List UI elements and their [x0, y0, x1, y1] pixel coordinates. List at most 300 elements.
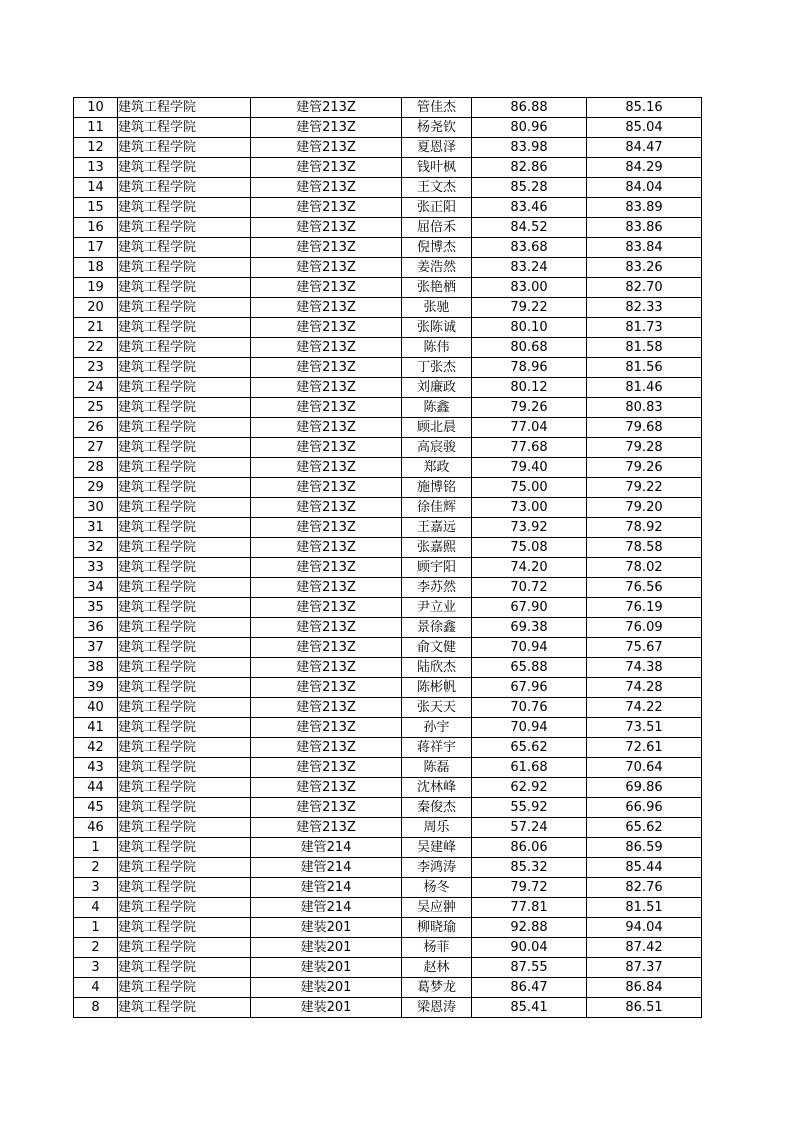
row-number: 16	[74, 218, 118, 238]
score-1-cell: 70.94	[472, 718, 587, 738]
student-name-cell: 王嘉远	[402, 518, 472, 538]
row-number: 25	[74, 398, 118, 418]
score-2-cell: 79.68	[587, 418, 702, 438]
class-cell: 建管213Z	[251, 778, 402, 798]
table-row	[74, 558, 702, 578]
table-row	[74, 878, 702, 898]
row-number: 39	[74, 678, 118, 698]
row-number: 46	[74, 818, 118, 838]
row-number: 31	[74, 518, 118, 538]
school-cell: 建筑工程学院	[118, 278, 251, 298]
student-name-cell: 杨冬	[402, 878, 472, 898]
student-name-cell: 刘廉政	[402, 378, 472, 398]
table-row	[74, 898, 702, 918]
student-name-cell: 丁张杰	[402, 358, 472, 378]
score-1-cell: 80.12	[472, 378, 587, 398]
class-cell: 建管213Z	[251, 698, 402, 718]
score-1-cell: 86.06	[472, 838, 587, 858]
score-1-cell: 85.32	[472, 858, 587, 878]
class-cell: 建管213Z	[251, 478, 402, 498]
score-2-cell: 79.22	[587, 478, 702, 498]
school-cell: 建筑工程学院	[118, 258, 251, 278]
score-1-cell: 69.38	[472, 618, 587, 638]
student-name-cell: 李鸿涛	[402, 858, 472, 878]
row-number: 19	[74, 278, 118, 298]
row-number: 1	[74, 838, 118, 858]
score-2-cell: 81.58	[587, 338, 702, 358]
score-2-cell: 83.86	[587, 218, 702, 238]
class-cell: 建管213Z	[251, 578, 402, 598]
table-row	[74, 438, 702, 458]
school-cell: 建筑工程学院	[118, 118, 251, 138]
score-2-cell: 84.29	[587, 158, 702, 178]
student-name-cell: 陈伟	[402, 338, 472, 358]
row-number: 40	[74, 698, 118, 718]
score-1-cell: 73.92	[472, 518, 587, 538]
table-row	[74, 658, 702, 678]
table-row	[74, 98, 702, 118]
class-cell: 建管213Z	[251, 438, 402, 458]
score-2-cell: 83.89	[587, 198, 702, 218]
score-2-cell: 80.83	[587, 398, 702, 418]
class-cell: 建管213Z	[251, 98, 402, 118]
student-name-cell: 陈彬帆	[402, 678, 472, 698]
table-row	[74, 518, 702, 538]
score-2-cell: 94.04	[587, 918, 702, 938]
class-cell: 建管213Z	[251, 138, 402, 158]
row-number: 23	[74, 358, 118, 378]
row-number: 38	[74, 658, 118, 678]
class-cell: 建管213Z	[251, 158, 402, 178]
score-2-cell: 82.70	[587, 278, 702, 298]
table-row	[74, 498, 702, 518]
school-cell: 建筑工程学院	[118, 178, 251, 198]
row-number: 3	[74, 878, 118, 898]
student-name-cell: 蒋祥宇	[402, 738, 472, 758]
school-cell: 建筑工程学院	[118, 738, 251, 758]
score-2-cell: 84.47	[587, 138, 702, 158]
row-number: 41	[74, 718, 118, 738]
row-number: 43	[74, 758, 118, 778]
student-name-cell: 徐佳辉	[402, 498, 472, 518]
score-1-cell: 65.62	[472, 738, 587, 758]
score-2-cell: 76.56	[587, 578, 702, 598]
table-row	[74, 138, 702, 158]
student-name-cell: 张正阳	[402, 198, 472, 218]
student-name-cell: 钱叶枫	[402, 158, 472, 178]
row-number: 33	[74, 558, 118, 578]
student-name-cell: 夏恩泽	[402, 138, 472, 158]
table-row	[74, 818, 702, 838]
school-cell: 建筑工程学院	[118, 338, 251, 358]
score-1-cell: 80.68	[472, 338, 587, 358]
class-cell: 建管213Z	[251, 738, 402, 758]
score-2-cell: 72.61	[587, 738, 702, 758]
school-cell: 建筑工程学院	[118, 838, 251, 858]
score-1-cell: 92.88	[472, 918, 587, 938]
school-cell: 建筑工程学院	[118, 318, 251, 338]
score-2-cell: 85.16	[587, 98, 702, 118]
table-row	[74, 598, 702, 618]
table-row	[74, 478, 702, 498]
class-cell: 建管213Z	[251, 618, 402, 638]
score-1-cell: 86.88	[472, 98, 587, 118]
score-1-cell: 77.68	[472, 438, 587, 458]
student-name-cell: 李苏然	[402, 578, 472, 598]
table-row	[74, 858, 702, 878]
student-name-cell: 吴建峰	[402, 838, 472, 858]
score-2-cell: 79.28	[587, 438, 702, 458]
score-1-cell: 62.92	[472, 778, 587, 798]
score-1-cell: 74.20	[472, 558, 587, 578]
row-number: 45	[74, 798, 118, 818]
student-name-cell: 郑政	[402, 458, 472, 478]
table-row	[74, 938, 702, 958]
class-cell: 建管214	[251, 838, 402, 858]
school-cell: 建筑工程学院	[118, 758, 251, 778]
score-2-cell: 83.84	[587, 238, 702, 258]
score-1-cell: 55.92	[472, 798, 587, 818]
student-name-cell: 张驰	[402, 298, 472, 318]
score-1-cell: 85.28	[472, 178, 587, 198]
score-2-cell: 81.51	[587, 898, 702, 918]
score-1-cell: 82.86	[472, 158, 587, 178]
score-2-cell: 86.51	[587, 998, 702, 1018]
row-number: 26	[74, 418, 118, 438]
score-1-cell: 83.46	[472, 198, 587, 218]
student-name-cell: 陆欣杰	[402, 658, 472, 678]
table-row	[74, 578, 702, 598]
school-cell: 建筑工程学院	[118, 938, 251, 958]
score-2-cell: 69.86	[587, 778, 702, 798]
row-number: 14	[74, 178, 118, 198]
student-name-cell: 张艳栖	[402, 278, 472, 298]
row-number: 1	[74, 918, 118, 938]
score-2-cell: 78.02	[587, 558, 702, 578]
row-number: 8	[74, 998, 118, 1018]
student-name-cell: 屈倍禾	[402, 218, 472, 238]
score-2-cell: 87.42	[587, 938, 702, 958]
row-number: 12	[74, 138, 118, 158]
school-cell: 建筑工程学院	[118, 698, 251, 718]
row-number: 21	[74, 318, 118, 338]
school-cell: 建筑工程学院	[118, 918, 251, 938]
school-cell: 建筑工程学院	[118, 538, 251, 558]
score-2-cell: 82.33	[587, 298, 702, 318]
class-cell: 建管213Z	[251, 198, 402, 218]
school-cell: 建筑工程学院	[118, 878, 251, 898]
table-row	[74, 698, 702, 718]
class-cell: 建装201	[251, 938, 402, 958]
class-cell: 建管213Z	[251, 358, 402, 378]
score-1-cell: 77.04	[472, 418, 587, 438]
table-row	[74, 798, 702, 818]
class-cell: 建管213Z	[251, 258, 402, 278]
score-2-cell: 66.96	[587, 798, 702, 818]
class-cell: 建管213Z	[251, 458, 402, 478]
table-row	[74, 998, 702, 1018]
school-cell: 建筑工程学院	[118, 958, 251, 978]
class-cell: 建管213Z	[251, 518, 402, 538]
row-number: 35	[74, 598, 118, 618]
table-row	[74, 218, 702, 238]
table-row	[74, 638, 702, 658]
student-name-cell: 张嘉熙	[402, 538, 472, 558]
class-cell: 建装201	[251, 978, 402, 998]
row-number: 28	[74, 458, 118, 478]
score-1-cell: 85.41	[472, 998, 587, 1018]
class-cell: 建管213Z	[251, 178, 402, 198]
score-1-cell: 80.10	[472, 318, 587, 338]
score-1-cell: 86.47	[472, 978, 587, 998]
table-row	[74, 838, 702, 858]
score-1-cell: 78.96	[472, 358, 587, 378]
table-row	[74, 958, 702, 978]
school-cell: 建筑工程学院	[118, 558, 251, 578]
school-cell: 建筑工程学院	[118, 298, 251, 318]
score-2-cell: 65.62	[587, 818, 702, 838]
table-row	[74, 398, 702, 418]
score-1-cell: 75.00	[472, 478, 587, 498]
row-number: 3	[74, 958, 118, 978]
student-name-cell: 尹立业	[402, 598, 472, 618]
score-table	[73, 97, 702, 1018]
class-cell: 建装201	[251, 918, 402, 938]
table-row	[74, 738, 702, 758]
score-2-cell: 85.44	[587, 858, 702, 878]
student-name-cell: 孙宇	[402, 718, 472, 738]
school-cell: 建筑工程学院	[118, 238, 251, 258]
row-number: 15	[74, 198, 118, 218]
class-cell: 建管213Z	[251, 398, 402, 418]
score-2-cell: 81.73	[587, 318, 702, 338]
score-2-cell: 74.28	[587, 678, 702, 698]
score-2-cell: 86.84	[587, 978, 702, 998]
student-name-cell: 杨尧钦	[402, 118, 472, 138]
table-row	[74, 458, 702, 478]
class-cell: 建管213Z	[251, 678, 402, 698]
school-cell: 建筑工程学院	[118, 458, 251, 478]
score-1-cell: 73.00	[472, 498, 587, 518]
score-1-cell: 83.00	[472, 278, 587, 298]
table-row	[74, 298, 702, 318]
table-row	[74, 318, 702, 338]
school-cell: 建筑工程学院	[118, 998, 251, 1018]
student-name-cell: 张天天	[402, 698, 472, 718]
student-name-cell: 高宸骏	[402, 438, 472, 458]
row-number: 11	[74, 118, 118, 138]
student-name-cell: 杨菲	[402, 938, 472, 958]
score-1-cell: 90.04	[472, 938, 587, 958]
class-cell: 建管213Z	[251, 338, 402, 358]
school-cell: 建筑工程学院	[118, 418, 251, 438]
row-number: 32	[74, 538, 118, 558]
score-1-cell: 80.96	[472, 118, 587, 138]
row-number: 29	[74, 478, 118, 498]
row-number: 2	[74, 938, 118, 958]
row-number: 27	[74, 438, 118, 458]
student-name-cell: 俞文健	[402, 638, 472, 658]
row-number: 20	[74, 298, 118, 318]
score-2-cell: 87.37	[587, 958, 702, 978]
table-row	[74, 358, 702, 378]
row-number: 36	[74, 618, 118, 638]
student-name-cell: 顾北晨	[402, 418, 472, 438]
row-number: 4	[74, 898, 118, 918]
school-cell: 建筑工程学院	[118, 978, 251, 998]
class-cell: 建管213Z	[251, 278, 402, 298]
table-row	[74, 158, 702, 178]
class-cell: 建管213Z	[251, 658, 402, 678]
school-cell: 建筑工程学院	[118, 678, 251, 698]
score-1-cell: 79.72	[472, 878, 587, 898]
school-cell: 建筑工程学院	[118, 398, 251, 418]
score-2-cell: 78.92	[587, 518, 702, 538]
class-cell: 建管214	[251, 878, 402, 898]
class-cell: 建管213Z	[251, 378, 402, 398]
score-2-cell: 86.59	[587, 838, 702, 858]
class-cell: 建管213Z	[251, 218, 402, 238]
score-1-cell: 83.98	[472, 138, 587, 158]
row-number: 17	[74, 238, 118, 258]
class-cell: 建装201	[251, 998, 402, 1018]
row-number: 10	[74, 98, 118, 118]
student-name-cell: 赵林	[402, 958, 472, 978]
school-cell: 建筑工程学院	[118, 158, 251, 178]
student-name-cell: 王文杰	[402, 178, 472, 198]
table-row	[74, 278, 702, 298]
row-number: 2	[74, 858, 118, 878]
row-number: 42	[74, 738, 118, 758]
class-cell: 建管213Z	[251, 318, 402, 338]
table-row	[74, 758, 702, 778]
row-number: 18	[74, 258, 118, 278]
student-name-cell: 秦俊杰	[402, 798, 472, 818]
school-cell: 建筑工程学院	[118, 378, 251, 398]
row-number: 22	[74, 338, 118, 358]
class-cell: 建管213Z	[251, 798, 402, 818]
student-name-cell: 吴应翀	[402, 898, 472, 918]
score-1-cell: 77.81	[472, 898, 587, 918]
score-2-cell: 74.38	[587, 658, 702, 678]
table-row	[74, 198, 702, 218]
class-cell: 建管213Z	[251, 118, 402, 138]
score-2-cell: 76.19	[587, 598, 702, 618]
score-1-cell: 61.68	[472, 758, 587, 778]
table-row	[74, 978, 702, 998]
table-row	[74, 678, 702, 698]
row-number: 13	[74, 158, 118, 178]
score-2-cell: 73.51	[587, 718, 702, 738]
school-cell: 建筑工程学院	[118, 98, 251, 118]
school-cell: 建筑工程学院	[118, 658, 251, 678]
row-number: 24	[74, 378, 118, 398]
score-2-cell: 78.58	[587, 538, 702, 558]
class-cell: 建管213Z	[251, 818, 402, 838]
table-row	[74, 178, 702, 198]
score-1-cell: 83.24	[472, 258, 587, 278]
school-cell: 建筑工程学院	[118, 898, 251, 918]
class-cell: 建管213Z	[251, 498, 402, 518]
score-1-cell: 57.24	[472, 818, 587, 838]
table-row	[74, 918, 702, 938]
score-2-cell: 79.20	[587, 498, 702, 518]
student-name-cell: 姜浩然	[402, 258, 472, 278]
score-1-cell: 67.90	[472, 598, 587, 618]
class-cell: 建装201	[251, 958, 402, 978]
score-1-cell: 70.76	[472, 698, 587, 718]
score-1-cell: 87.55	[472, 958, 587, 978]
score-2-cell: 81.46	[587, 378, 702, 398]
score-1-cell: 79.26	[472, 398, 587, 418]
class-cell: 建管213Z	[251, 718, 402, 738]
score-1-cell: 70.94	[472, 638, 587, 658]
table-row	[74, 618, 702, 638]
class-cell: 建管213Z	[251, 298, 402, 318]
student-name-cell: 陈鑫	[402, 398, 472, 418]
school-cell: 建筑工程学院	[118, 358, 251, 378]
score-2-cell: 83.26	[587, 258, 702, 278]
score-2-cell: 75.67	[587, 638, 702, 658]
school-cell: 建筑工程学院	[118, 778, 251, 798]
table-row	[74, 538, 702, 558]
class-cell: 建管214	[251, 858, 402, 878]
score-1-cell: 79.40	[472, 458, 587, 478]
score-2-cell: 70.64	[587, 758, 702, 778]
school-cell: 建筑工程学院	[118, 478, 251, 498]
table-body	[74, 98, 702, 1018]
table-row	[74, 718, 702, 738]
score-1-cell: 79.22	[472, 298, 587, 318]
school-cell: 建筑工程学院	[118, 138, 251, 158]
school-cell: 建筑工程学院	[118, 218, 251, 238]
school-cell: 建筑工程学院	[118, 818, 251, 838]
row-number: 34	[74, 578, 118, 598]
score-1-cell: 83.68	[472, 238, 587, 258]
student-name-cell: 梁恩涛	[402, 998, 472, 1018]
student-name-cell: 倪博杰	[402, 238, 472, 258]
school-cell: 建筑工程学院	[118, 198, 251, 218]
class-cell: 建管213Z	[251, 558, 402, 578]
score-2-cell: 85.04	[587, 118, 702, 138]
score-1-cell: 70.72	[472, 578, 587, 598]
school-cell: 建筑工程学院	[118, 518, 251, 538]
score-1-cell: 67.96	[472, 678, 587, 698]
school-cell: 建筑工程学院	[118, 438, 251, 458]
school-cell: 建筑工程学院	[118, 718, 251, 738]
row-number: 30	[74, 498, 118, 518]
school-cell: 建筑工程学院	[118, 498, 251, 518]
table-row	[74, 338, 702, 358]
table-row	[74, 258, 702, 278]
score-2-cell: 74.22	[587, 698, 702, 718]
row-number: 37	[74, 638, 118, 658]
score-2-cell: 84.04	[587, 178, 702, 198]
table-row	[74, 238, 702, 258]
school-cell: 建筑工程学院	[118, 578, 251, 598]
student-name-cell: 管佳杰	[402, 98, 472, 118]
table-row	[74, 378, 702, 398]
score-1-cell: 65.88	[472, 658, 587, 678]
school-cell: 建筑工程学院	[118, 858, 251, 878]
table-row	[74, 778, 702, 798]
class-cell: 建管213Z	[251, 538, 402, 558]
score-2-cell: 82.76	[587, 878, 702, 898]
school-cell: 建筑工程学院	[118, 798, 251, 818]
student-name-cell: 顾宇阳	[402, 558, 472, 578]
student-name-cell: 沈林峰	[402, 778, 472, 798]
table-row	[74, 118, 702, 138]
